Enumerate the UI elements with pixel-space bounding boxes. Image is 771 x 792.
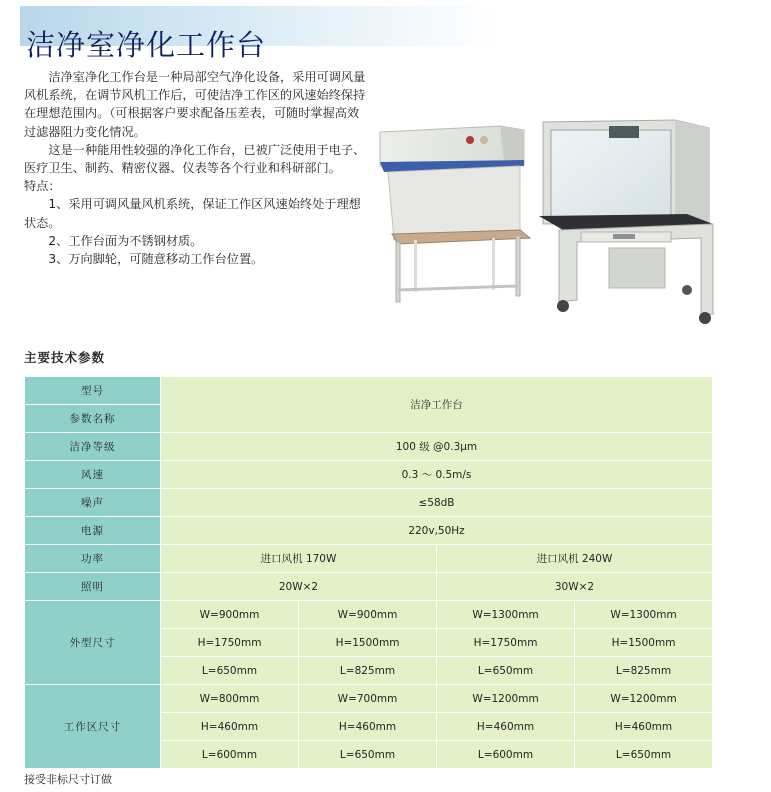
feature-item-2: 2、工作台面为不锈钢材质。 [48,233,203,248]
table-row [25,377,713,405]
table-row [25,461,713,489]
intro-paragraph-1: 洁净室净化工作台是一种局部空气净化设备，采用可调风量风机系统，在调节风机工作后，可使洁净工作区的风速始终保持在理想范围内。（可根据客户要求配备压差表，可随时掌握高效过滤器阻力变化情况。 [24,70,366,139]
work-size-cell: H=460mm [161,713,299,741]
page-title: 洁净室净化工作台 [26,28,267,63]
clean-bench-photo [374,120,532,306]
air-speed-label: 风速 [25,461,161,489]
work-size-cell: L=650mm [299,741,437,769]
table-row [25,573,713,601]
lighting-value-1: 20W×2 [161,573,437,601]
work-size-cell: H=460mm [437,713,575,741]
work-size-cell: L=650mm [575,741,713,769]
power-value-1: 进口风机 170W [161,545,437,573]
outer-size-cell: H=1750mm [161,629,299,657]
cleanliness-value: 100 级 @0.3μm [161,433,713,461]
footnote: 接受非标尺寸订做 [24,773,112,786]
table-row [25,517,713,545]
work-size-cell: W=1200mm [575,685,713,713]
cleanliness-label: 洁净等级 [25,433,161,461]
outer-size-label: 外型尺寸 [25,601,161,685]
model-value: 洁净工作台 [161,377,713,433]
outer-size-cell: H=1500mm [575,629,713,657]
work-size-cell: H=460mm [575,713,713,741]
table-row [25,685,713,713]
outer-size-cell: W=1300mm [437,601,575,629]
work-size-label: 工作区尺寸 [25,685,161,769]
outer-size-cell: W=1300mm [575,601,713,629]
noise-label: 噪声 [25,489,161,517]
section-heading: 主要技术参数 [24,350,106,365]
outer-size-cell: L=825mm [299,657,437,685]
power-value-2: 进口风机 240W [437,545,713,573]
lighting-value-2: 30W×2 [437,573,713,601]
work-size-cell: W=1200mm [437,685,575,713]
outer-size-cell: L=650mm [437,657,575,685]
intro-paragraph-2: 这是一种能用性较强的净化工作台，已被广泛使用于电子、医疗卫生、制药、精密仪器、仪表等各个行业和科研部门。 [24,142,366,176]
work-size-cell: L=600mm [437,741,575,769]
flow-hood-photo [537,118,715,324]
work-size-cell: W=800mm [161,685,299,713]
table-row [25,433,713,461]
param-name-label: 参数名称 [25,405,161,433]
table-row [25,489,713,517]
power-supply-label: 电源 [25,517,161,545]
table-row [25,601,713,629]
outer-size-cell: H=1500mm [299,629,437,657]
outer-size-cell: W=900mm [161,601,299,629]
features-heading: 特点： [24,179,61,194]
feature-item-1: 1、采用可调风量风机系统，保证工作区风速始终处于理想状态。 [24,197,361,230]
intro-text [24,68,370,268]
work-size-cell: L=600mm [161,741,299,769]
power-label: 功率 [25,545,161,573]
work-size-cell: H=460mm [299,713,437,741]
noise-value: ≤58dB [161,489,713,517]
power-supply-value: 220v,50Hz [161,517,713,545]
outer-size-cell: L=650mm [161,657,299,685]
feature-item-3: 3、万向脚轮，可随意移动工作台位置。 [48,252,264,267]
outer-size-cell: H=1750mm [437,629,575,657]
outer-size-cell: L=825mm [575,657,713,685]
lighting-label: 照明 [25,573,161,601]
work-size-cell: W=700mm [299,685,437,713]
model-label: 型号 [25,377,161,405]
table-row [25,545,713,573]
air-speed-value: 0.3 ～ 0.5m/s [161,461,713,489]
spec-table [24,376,713,769]
outer-size-cell: W=900mm [299,601,437,629]
